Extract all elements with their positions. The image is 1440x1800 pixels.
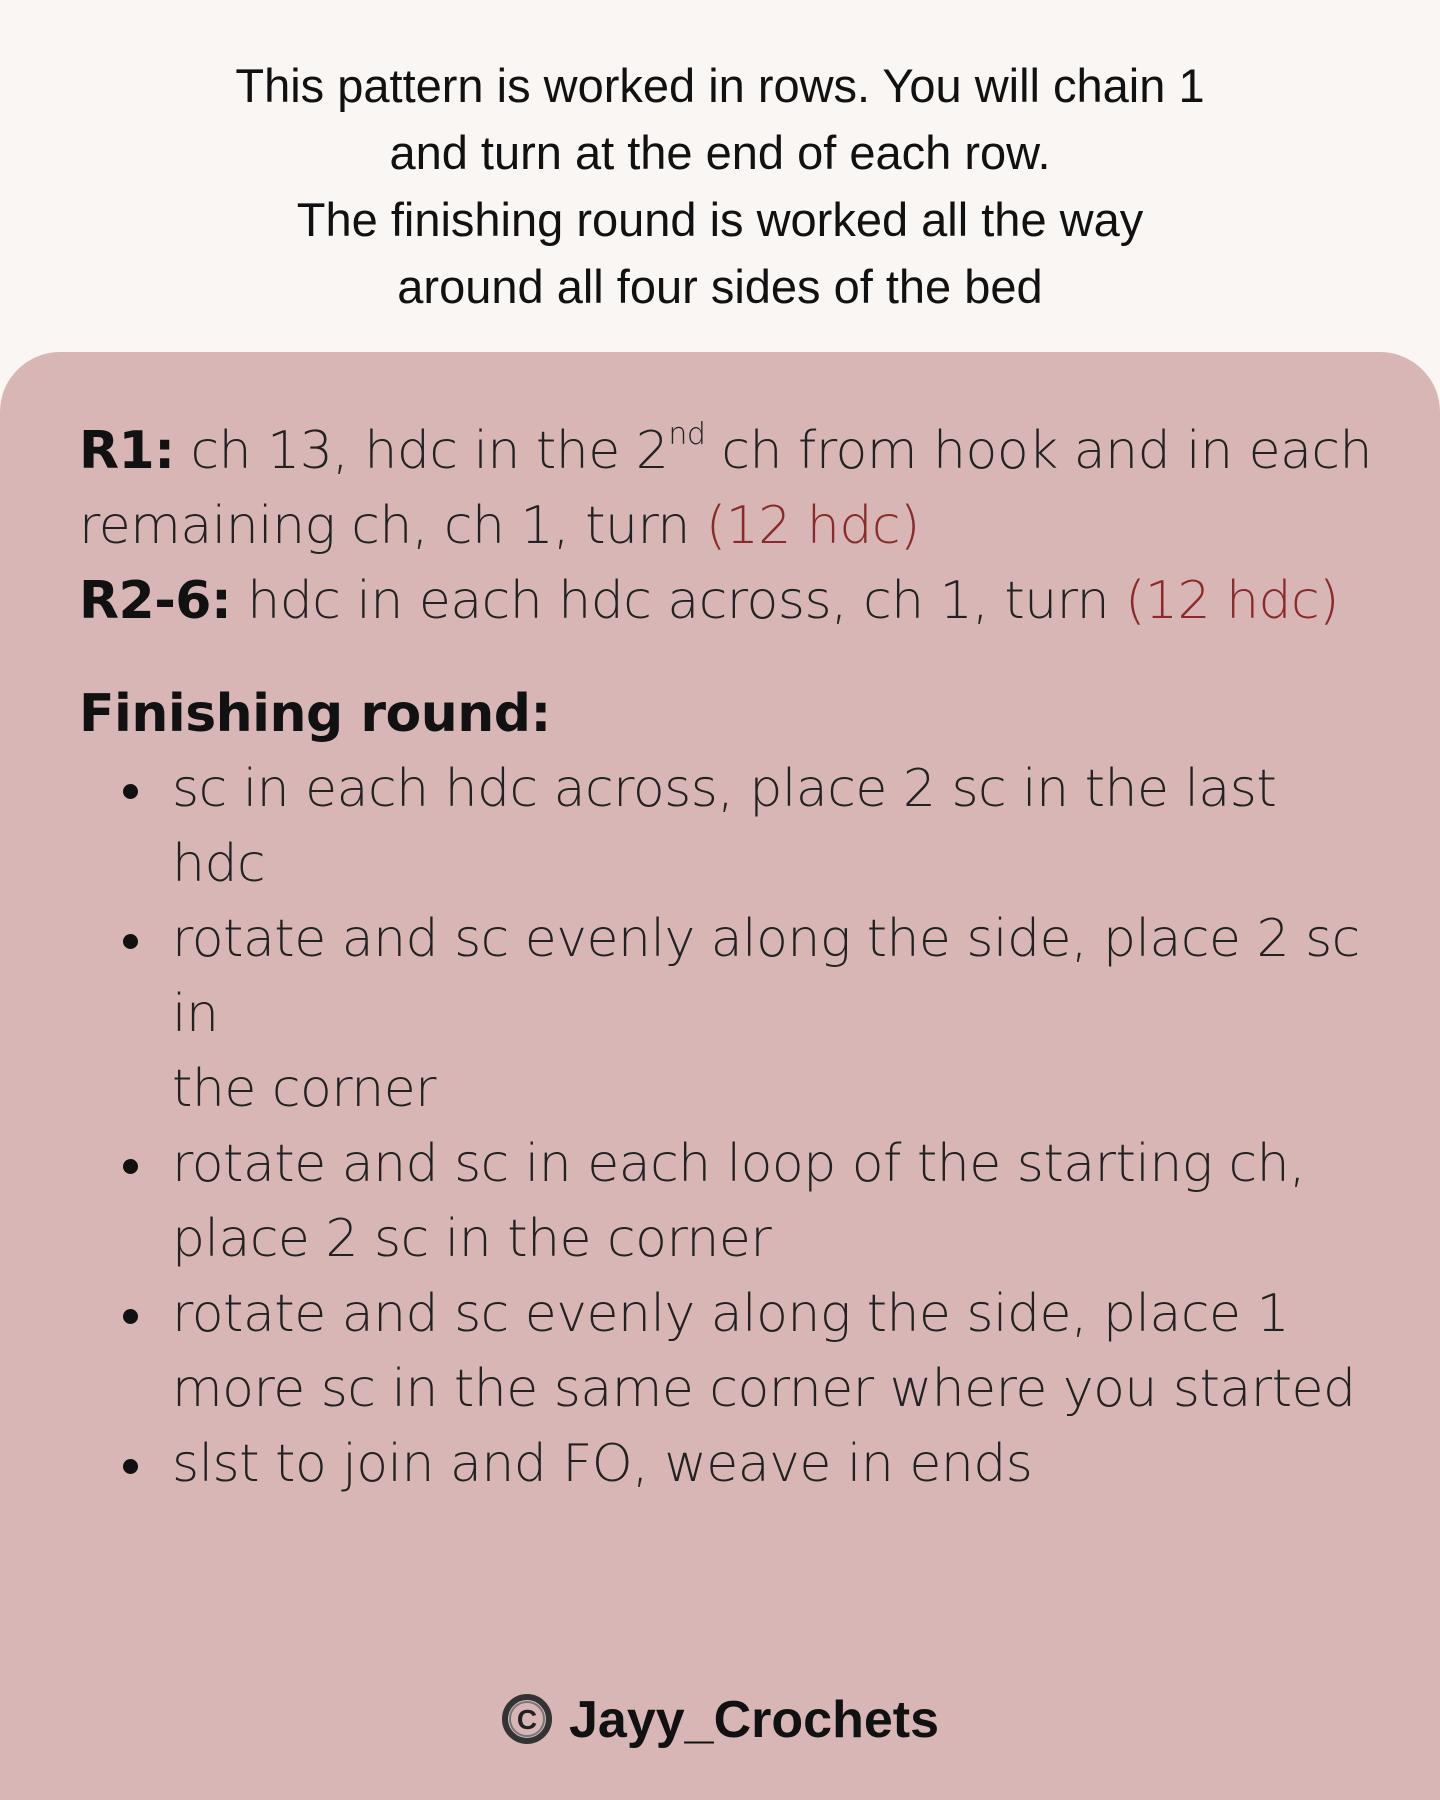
author-name: Jayy_Crochets <box>569 1691 939 1749</box>
step-line: place 2 sc in the corner <box>172 1209 772 1269</box>
row-2-6 <box>79 564 1379 639</box>
bullet-icon <box>123 784 138 799</box>
row-2-6-label: R2-6: <box>79 571 232 631</box>
bullet-icon <box>123 1159 138 1174</box>
finishing-step <box>172 1277 1379 1427</box>
row-1-text: ch 13, hdc in the 2 <box>174 421 669 481</box>
row-1-line-2 <box>79 489 1379 564</box>
finishing-step <box>172 1127 1379 1277</box>
bullet-icon <box>123 1459 138 1474</box>
finishing-round-heading: Finishing round: <box>79 684 551 744</box>
svg-text:C: C <box>516 1704 538 1735</box>
intro-line: The finishing round is worked all the way <box>296 193 1144 246</box>
intro-line: around all four sides of the bed <box>397 260 1043 313</box>
finishing-steps-list <box>79 752 1379 1502</box>
row-1-text-line-2: remaining ch, ch 1, turn <box>79 496 706 556</box>
row-1-superscript: nd <box>668 417 706 452</box>
author-credit <box>0 1680 1440 1760</box>
row-1-text-cont: ch from hook and in each <box>705 421 1372 481</box>
step-line: sc in each hdc across, place 2 sc in the last hdc <box>172 759 1277 894</box>
row-2-6-text: hdc in each hdc across, ch 1, turn <box>231 571 1126 631</box>
finishing-step <box>172 902 1379 1127</box>
step-line: rotate and sc evenly along the side, place 1 <box>172 1284 1290 1344</box>
bullet-icon <box>123 1309 138 1324</box>
copyright-icon <box>501 1693 553 1745</box>
instructions-content <box>79 414 1379 1502</box>
step-line: more sc in the same corner where you started <box>172 1359 1356 1419</box>
step-line: rotate and sc in each loop of the starting ch, <box>172 1134 1306 1194</box>
step-line: slst to join and FO, weave in ends <box>172 1434 1033 1494</box>
finishing-step <box>172 1427 1379 1502</box>
intro-line: This pattern is worked in rows. You will chain 1 <box>235 59 1205 112</box>
finishing-step <box>172 752 1379 902</box>
intro-text <box>0 52 1440 320</box>
step-line: the corner <box>172 1059 437 1119</box>
row-1 <box>79 414 1379 489</box>
bullet-icon <box>123 934 138 949</box>
row-1-stitch-count: (12 hdc) <box>705 496 920 556</box>
instructions-card <box>0 352 1440 1800</box>
intro-line: and turn at the end of each row. <box>389 126 1051 179</box>
row-2-6-stitch-count: (12 hdc) <box>1125 571 1339 631</box>
step-line: rotate and sc evenly along the side, place 2 sc in <box>172 909 1360 1044</box>
row-1-label: R1: <box>79 421 175 481</box>
